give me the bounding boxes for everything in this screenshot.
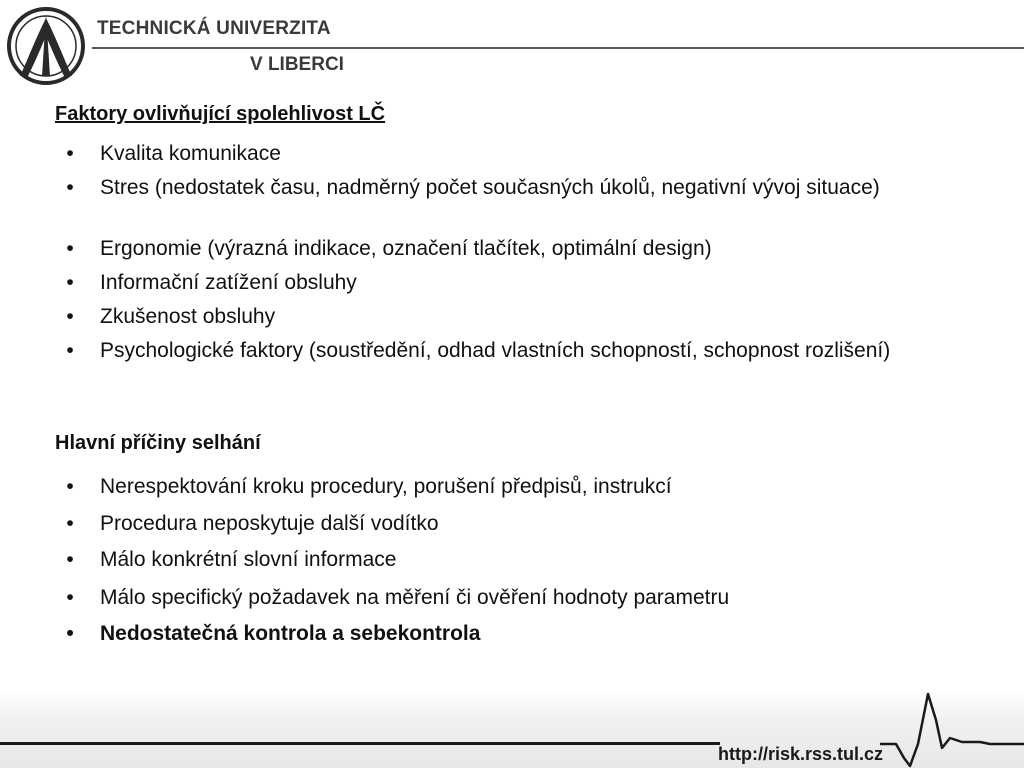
bullet-icon: • <box>66 305 74 328</box>
list-item <box>66 174 904 201</box>
list-item-text: Informační zatížení obsluhy <box>100 271 357 294</box>
bullet-icon: • <box>66 339 74 362</box>
list-item <box>66 140 904 167</box>
bullet-icon: • <box>66 475 74 498</box>
list-item <box>66 546 904 573</box>
bullet-icon: • <box>66 271 74 294</box>
list-item <box>66 269 904 296</box>
list-item <box>66 510 904 537</box>
section-title-causes: Hlavní příčiny selhání <box>55 432 261 454</box>
list-item-text: Málo konkrétní slovní informace <box>100 548 397 571</box>
bullet-icon: • <box>66 548 74 571</box>
bullet-icon: • <box>66 142 74 165</box>
bullet-icon: • <box>66 586 74 609</box>
list-item-text: Stres (nedostatek času, nadměrný počet současných úkolů, negativní vývoj situace) <box>100 176 880 199</box>
university-logo-icon <box>6 6 86 86</box>
list-item <box>66 235 904 262</box>
section-title-factors: Faktory ovlivňující spolehlivost LČ <box>55 103 386 125</box>
list-item-text: Málo specifický požadavek na měření či ověření hodnoty parametru <box>100 586 730 609</box>
header <box>0 0 1024 88</box>
list-item-text: Procedura neposkytuje další vodítko <box>100 512 439 535</box>
list-item-text: Nerespektování kroku procedury, porušení předpisů, instrukcí <box>100 475 672 498</box>
list-item-text: Psychologické faktory (soustředění, odhad vlastních schopností, schopnost rozlišení) <box>100 339 891 362</box>
university-name-line2: V LIBERCI <box>250 54 344 75</box>
footer-divider <box>0 742 720 745</box>
list-item <box>66 620 904 647</box>
list-item-text: Zkušenost obsluhy <box>100 305 276 328</box>
list-item <box>66 337 904 364</box>
list-item-text: Nedostatečná kontrola a sebekontrola <box>100 622 481 645</box>
list-item-text: Ergonomie (výrazná indikace, označení tlačítek, optimální design) <box>100 237 712 260</box>
header-divider <box>92 47 1024 49</box>
list-item <box>66 473 904 500</box>
list-item-text: Kvalita komunikace <box>100 142 281 165</box>
list-item <box>66 303 904 330</box>
bullet-icon: • <box>66 622 74 645</box>
university-name-line1: TECHNICKÁ UNIVERZITA <box>97 18 331 39</box>
bullet-icon: • <box>66 176 74 199</box>
heartbeat-pulse-icon <box>880 686 1024 768</box>
list-item <box>66 584 904 611</box>
bullet-icon: • <box>66 512 74 535</box>
bullet-icon: • <box>66 237 74 260</box>
footer-url-text: http://risk.rss.tul.cz <box>718 744 884 764</box>
